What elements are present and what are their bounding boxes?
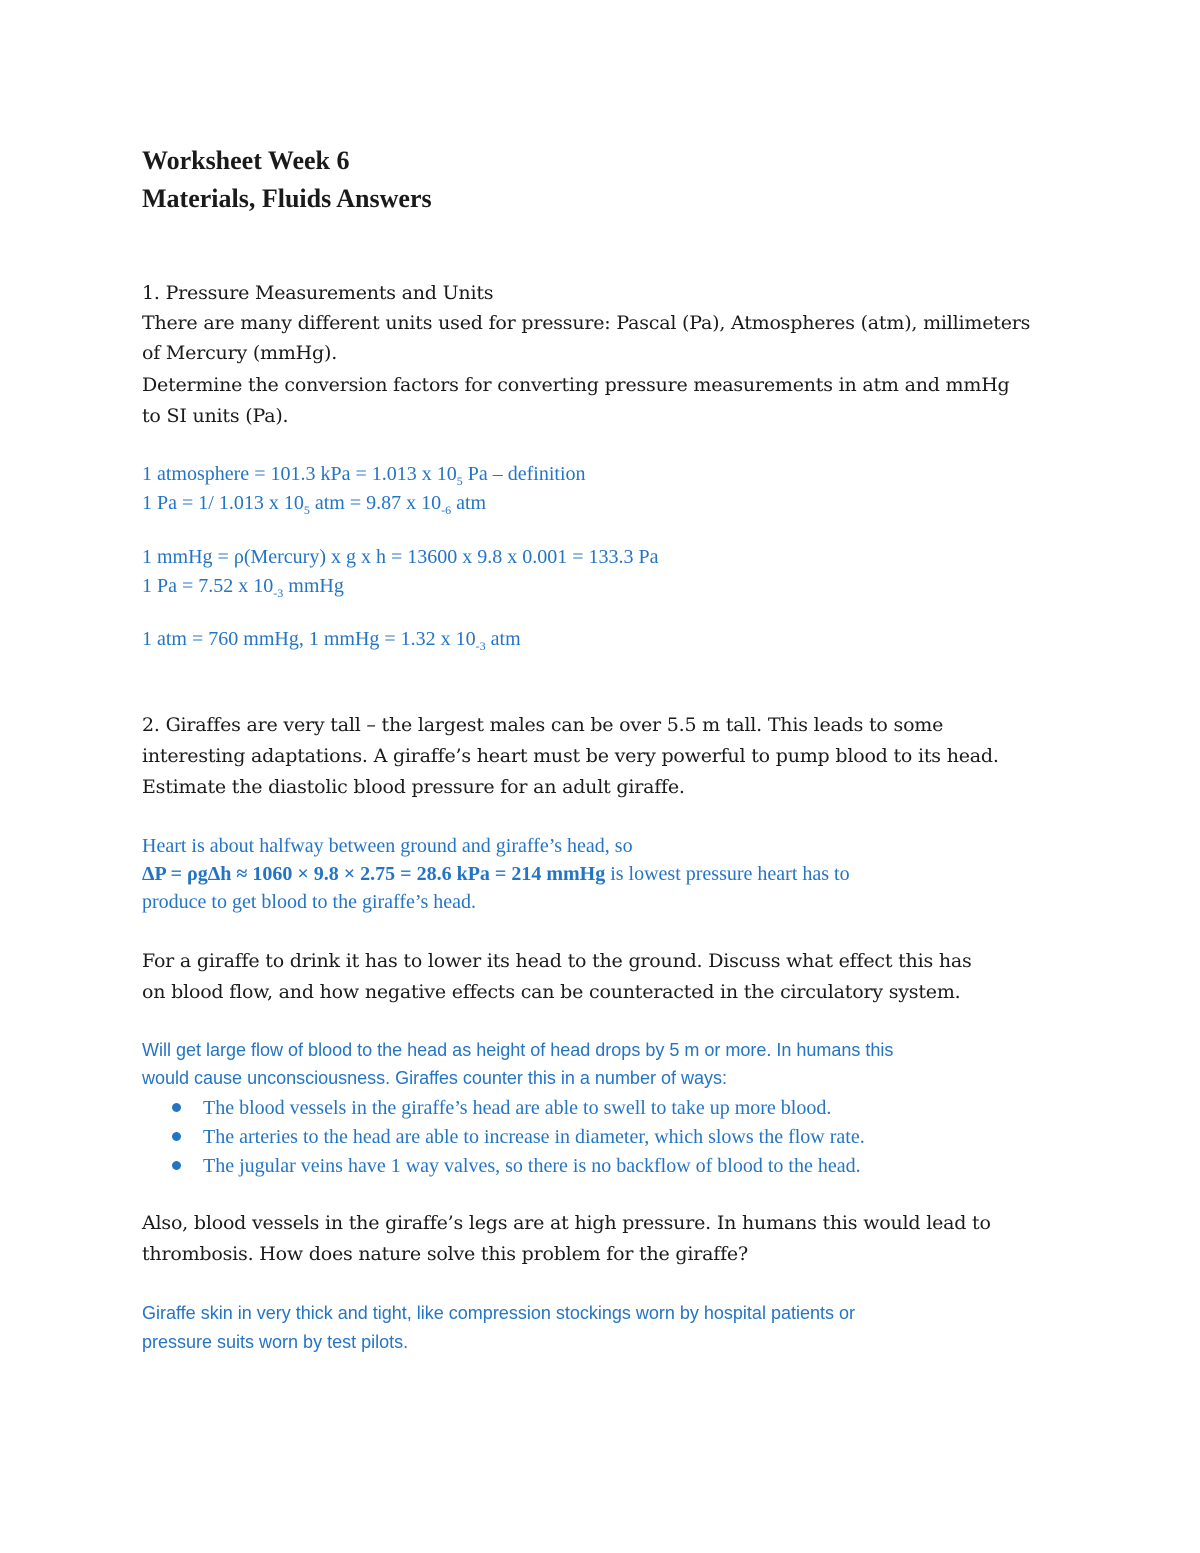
q2-answer-line: ΔP = ρgΔh ≈ 1060 × 9.8 × 2.75 = 28.6 kPa = 214 mmHg is lowest pressure heart has to [142, 863, 850, 885]
q2-text-line: Estimate the diastolic blood pressure for an adult giraffe. [142, 776, 685, 798]
page-title: Worksheet Week 6 [142, 146, 350, 175]
q1-heading: 1. Pressure Measurements and Units [142, 282, 494, 304]
q1-answer-line: 1 atmosphere = 101.3 kPa = 1.013 x $10_5$ Pa – definition [142, 463, 586, 488]
q1-text-line: There are many different units used for pressure: Pascal (Pa), Atmospheres (atm), millimeters [142, 312, 1031, 334]
q2-text-line: For a giraffe to drink it has to lower its head to the ground. Discuss what effect this has [142, 950, 972, 972]
q1-answer-line: 1 mmHg = ρ(Mercury) x g x h = 13600 x 9.8 x 0.001 = 133.3 Pa [142, 546, 659, 568]
q2-answer-line: would cause unconsciousness. Giraffes counter this in a number of ways: [142, 1068, 727, 1088]
list-item: The jugular veins have 1 way valves, so there is no backflow of blood to the head. [172, 1152, 865, 1181]
q2-answer-line: Will get large flow of blood to the head as height of head drops by 5 m or more. In humans this [142, 1040, 894, 1060]
q1-answer-line: 1 Pa = 1/ 1.013 x $10_5$ atm = 9.87 x $10_{-6}$ atm [142, 492, 487, 517]
q2-answer-line: Heart is about halfway between ground and giraffe’s head, so [142, 835, 633, 857]
q1-text-line: to SI units (Pa). [142, 405, 289, 427]
pressure-equation: ΔP = ρgΔh ≈ 1060 × 9.8 × 2.75 = 28.6 kPa = 214 mmHg [142, 863, 606, 885]
q2-answer-line: pressure suits worn by test pilots. [142, 1332, 409, 1352]
list-item: The blood vessels in the giraffe’s head are able to swell to take up more blood. [172, 1094, 865, 1123]
q1-text-line: of Mercury (mmHg). [142, 342, 338, 364]
bullet-icon [172, 1161, 181, 1170]
q2-text-line: interesting adaptations. A giraffe’s heart must be very powerful to pump blood to its head. [142, 745, 999, 767]
bullet-icon [172, 1132, 181, 1141]
q1-text-line: Determine the conversion factors for converting pressure measurements in atm and mmHg [142, 374, 1010, 396]
bullet-icon [172, 1103, 181, 1112]
q2-answer-line: Giraffe skin in very thick and tight, like compression stockings worn by hospital patients or [142, 1303, 855, 1323]
q2-text-line: on blood flow, and how negative effects can be counteracted in the circulatory system. [142, 981, 961, 1003]
q1-answer-line: 1 Pa = 7.52 x $10_{-3}$ mmHg [142, 575, 344, 600]
page-subtitle: Materials, Fluids Answers [142, 184, 432, 213]
q2-text-line: thrombosis. How does nature solve this problem for the giraffe? [142, 1243, 748, 1265]
q2-text-line: 2. Giraffes are very tall – the largest males can be over 5.5 m tall. This leads to some [142, 714, 944, 736]
adaptation-list [172, 1094, 865, 1181]
list-item: The arteries to the head are able to increase in diameter, which slows the flow rate. [172, 1123, 865, 1152]
q1-answer-line: 1 atm = 760 mmHg, 1 mmHg = 1.32 x $10_{-3}$ atm [142, 628, 521, 653]
q2-text-line: Also, blood vessels in the giraffe’s legs are at high pressure. In humans this would lead to [142, 1212, 991, 1234]
q2-answer-line: produce to get blood to the giraffe’s head. [142, 891, 476, 913]
